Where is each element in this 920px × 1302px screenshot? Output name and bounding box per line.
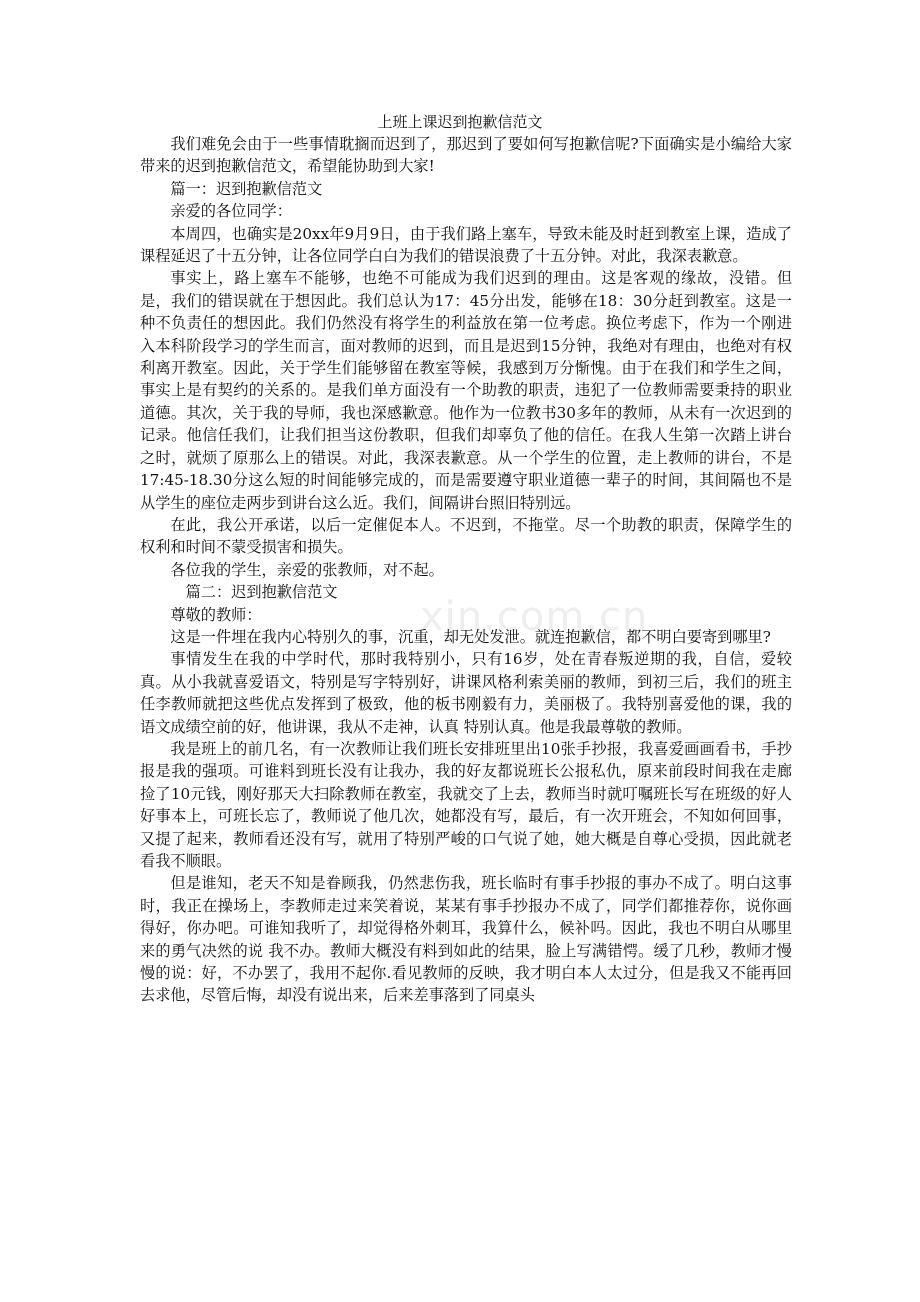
document-body xyxy=(140,133,792,1007)
document-title: 上班上课迟到抱歉信范文 xyxy=(377,113,543,131)
body-paragraph: 事实上，路上塞车不能够，也绝不可能成为我们迟到的理由。这是客观的缘故，没错。但是，我们的错误就在于想因此。我们总认为17：45分出发，能够在18：30分赶到教室。这是一种不负责任的想因此。我们仍然没有将学生的利益放在第一位考虑。换位考虑下，作为一个刚进入本科阶段学习的学生而言，面对教师的迟到，而且是迟到15分钟，我绝对有理由，也绝对有权利离开教室。因此，关于学生们能够留在教室等候，我感到万分惭愧。由于在我们和学生之间，事实上是有契约的关系的。是我们单方面没有一个助教的职责，违犯了一位教师需要秉持的职业道德。其次，关于我的导师，我也深感歉意。他作为一位教书30多年的教师，从未有一次迟到的记录。他信任我们，让我们担当这份教职，但我们却辜负了他的信任。在我人生第一次踏上讲台之时，就烦了原那么上的错误。对此，我深表歉意。从一个学生的位置，走上教师的讲台，不是17:45-18.30分这么短的时间能够完成的，而是需要遵守职业道德一辈子的时间，其间隔也不是从学生的座位走两步到讲台这么近。我们，间隔讲台照旧特别远。 xyxy=(140,269,792,512)
section-heading-1: 篇一：迟到抱歉信范文 xyxy=(170,179,323,198)
watermark: xin.com.cn xyxy=(420,594,649,640)
body-paragraph: 本周四，也确实是20xx年9月9日，由于我们路上塞车，导致未能及时赶到教室上课，造成了课程延迟了十五分钟，让各位同学白白为我们的错误浪费了十五分钟。对此，我深表歉意。 xyxy=(140,224,792,266)
body-paragraph: 这是一件埋在我内心特别久的事，沉重，却无处发泄。就连抱歉信，都不明白要寄到哪里? xyxy=(170,627,771,646)
body-paragraph: 但是谁知，老天不知是眷顾我，仍然悲伤我，班长临时有事手抄报的事办不成了。明白这事时，我正在操场上，李教师走过来笑着说，某某有事手抄报办不成了，同学们都推荐你，说你画得好，你办吧。可谁知我听了，却觉得格外刺耳，我算什么，候补吗。因此，我也不明白从哪里来的勇气决然的说 我不办。教师大概没有料到如此的结果，脸上写满错愕。缓了几秒，教师才慢慢的说：好，不办罢了，我用不起你.看见教师的反映，我才明白本人太过分，但是我又不能再回去求他，尽管后悔，却没有说出来，后来差事落到了同桌头 xyxy=(140,874,792,1005)
intro-paragraph: 我们难免会由于一些事情耽搁而迟到了，那迟到了要如何写抱歉信呢?下面确实是小编给大家带来的迟到抱歉信范文，希望能协助到大家! xyxy=(140,135,792,176)
body-paragraph: 我是班上的前几名，有一次教师让我们班长安排班里出10张手抄报，我喜爱画画看书，手抄报是我的强项。可谁料到班长没有让我办，我的好友都说班长公报私仇，原来前段时间我在走廊捡了10元钱，刚好那天大扫除教师在教室，我就交了上去，教师当时就叮嘱班长写在班级的好人好事本上，可班长忘了，教师说了他几次，她都没有写，最后，有一次开班会，不知如何回事，又提了起来，教师看还没有写，就用了特别严峻的口气说了她，她大概是自尊心受损，因此就老看我不顺眼。 xyxy=(140,739,792,870)
body-paragraph: 在此，我公开承诺，以后一定催促本人。不迟到，不拖堂。尽一个助教的职责，保障学生的权利和时间不蒙受损害和损失。 xyxy=(140,515,792,557)
closing-line-1: 各位我的学生，亲爱的张教师，对不起。 xyxy=(170,560,444,579)
salutation-1: 亲爱的各位同学： xyxy=(170,202,292,221)
section-heading-2: 篇二：迟到抱歉信范文 xyxy=(185,583,338,602)
body-paragraph: 事情发生在我的中学时代，那时我特别小，只有16岁，处在青春叛逆期的我，自信，爱较真。从小我就喜爱语文，特别是写字特别好，讲课风格利索美丽的教师，到初三后，我们的班主任李教师就把这些优点发挥到了极致，他的板书刚毅有力，美丽极了。我特别喜爱他的课，我的语文成绩空前的好，他讲课，我从不走神，认真 特别认真。他是我最尊敬的教师。 xyxy=(140,650,792,736)
salutation-2: 尊敬的教师： xyxy=(170,605,262,624)
